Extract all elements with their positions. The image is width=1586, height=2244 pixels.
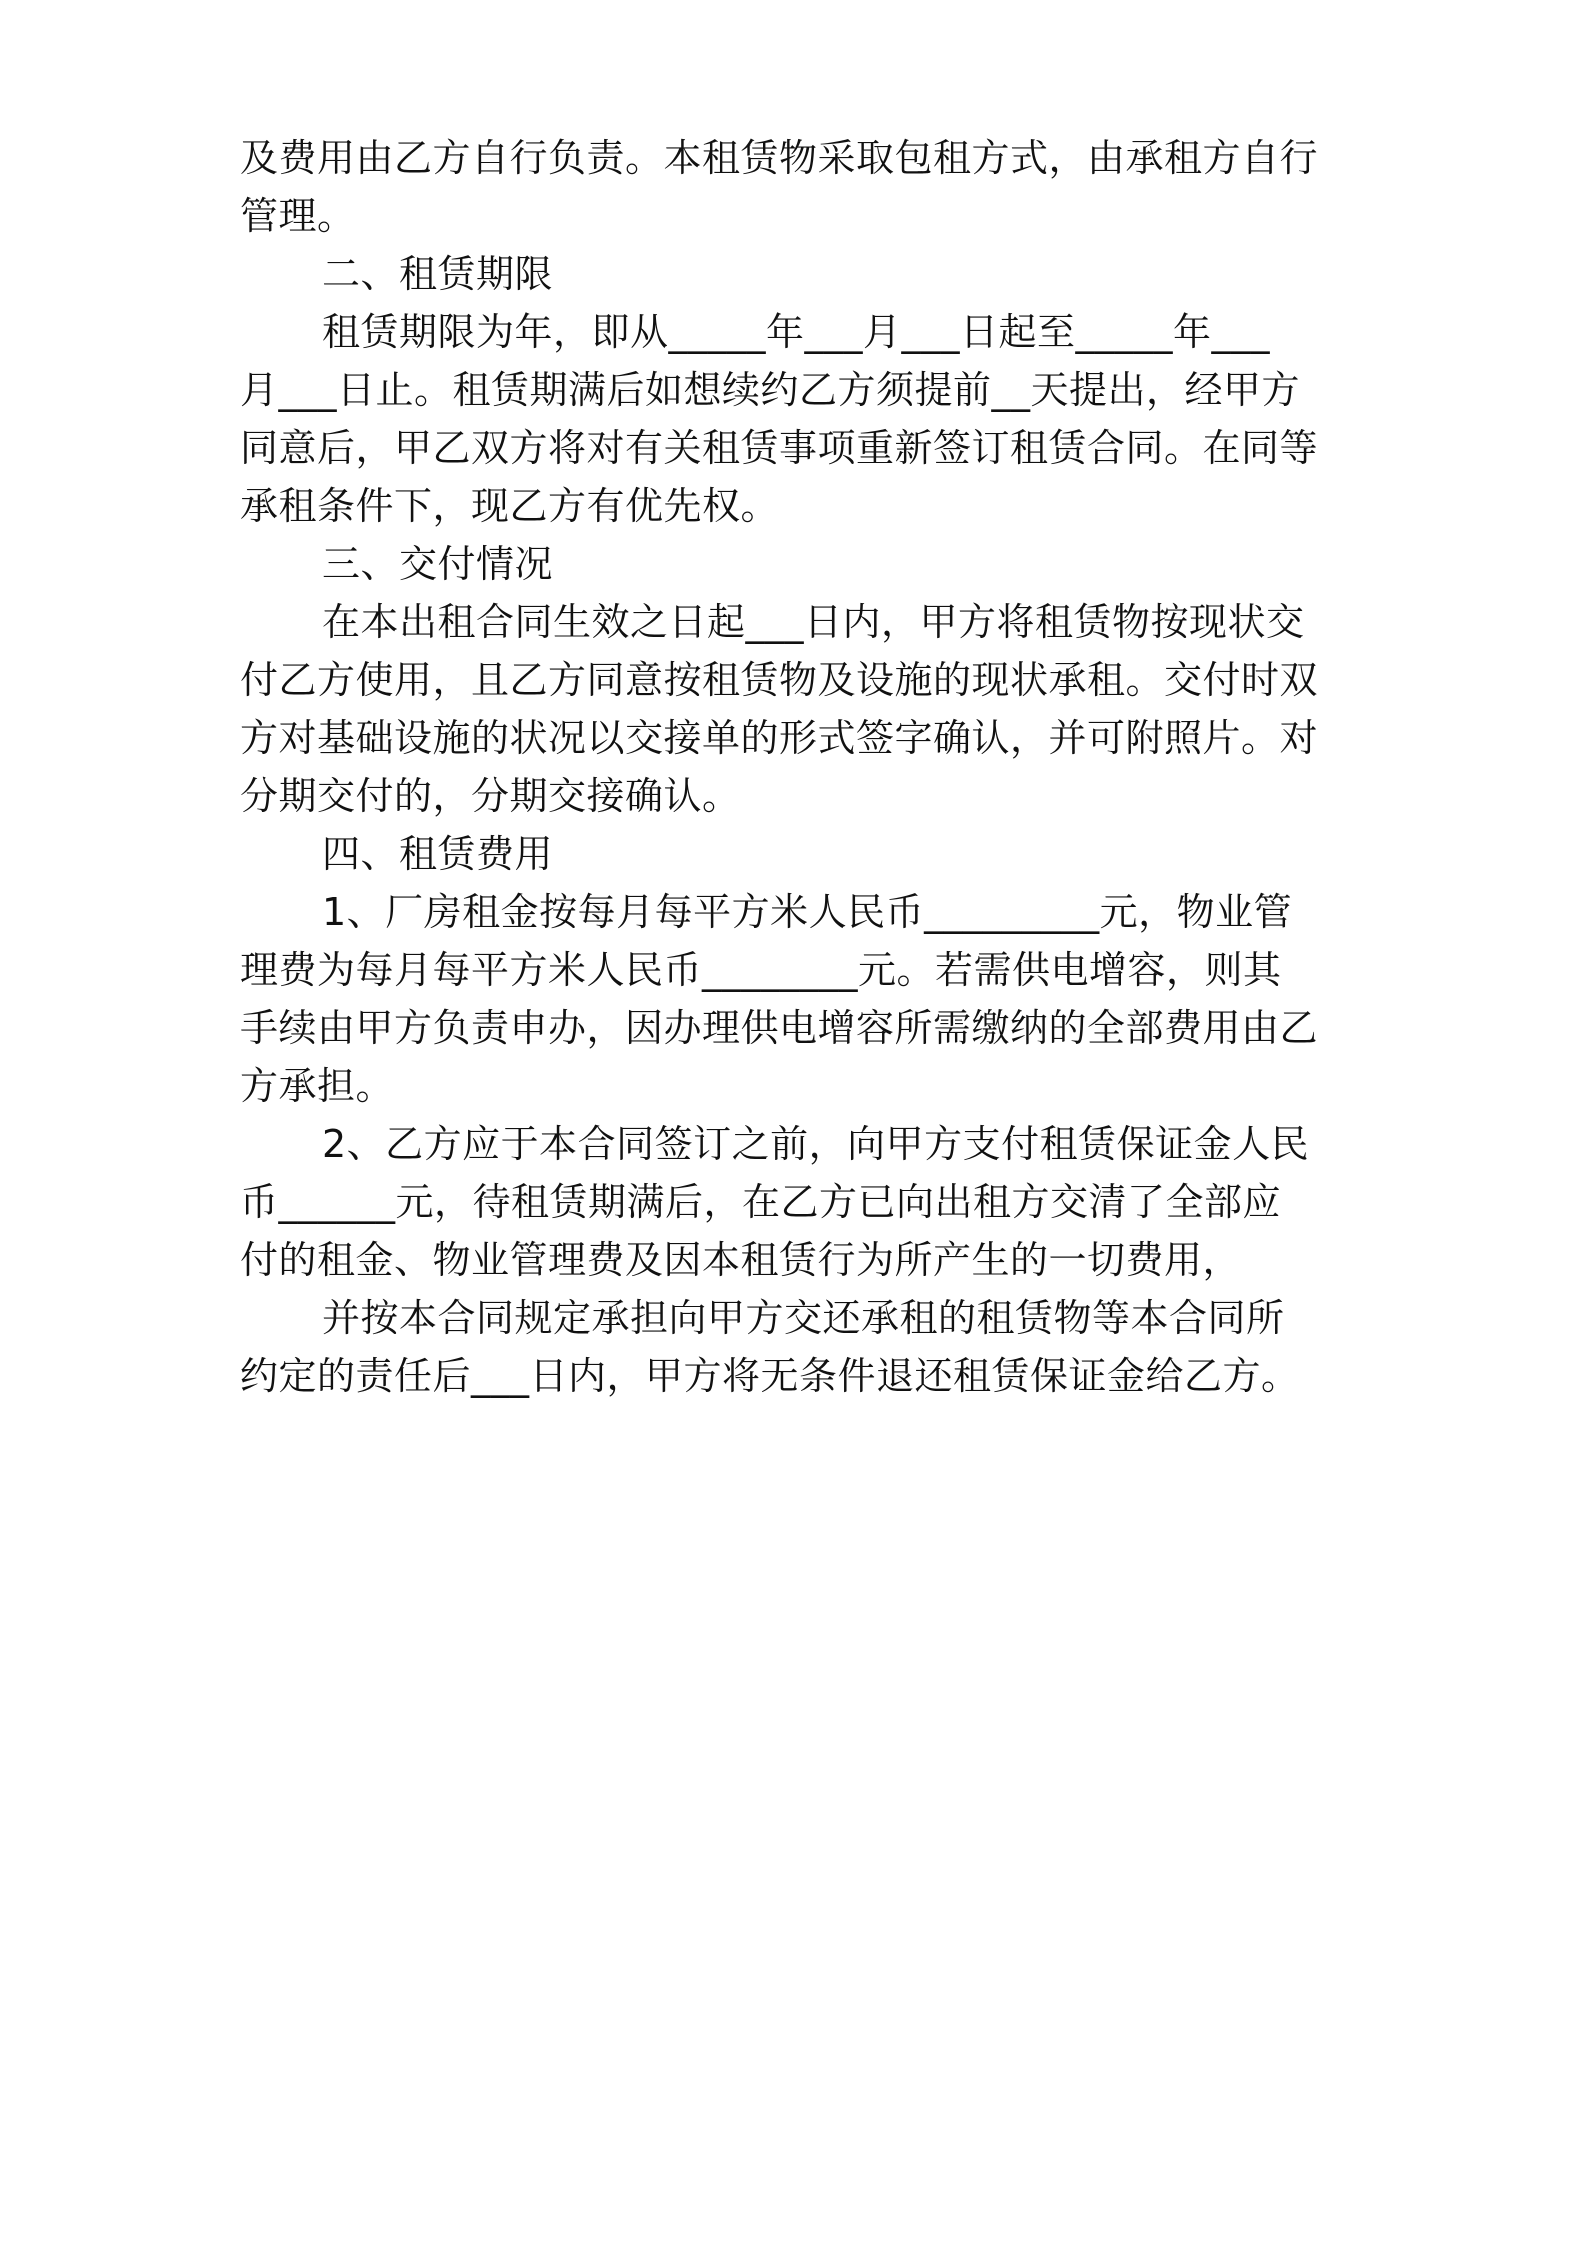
- body-text-line: 租赁期限为年，即从_____年___月___日起至_____年___: [322, 310, 1271, 354]
- body-text-line: 理费为每月每平方米人民币________元。若需供电增容，则其: [240, 948, 1282, 992]
- body-text-line: 方承担。: [240, 1064, 395, 1108]
- body-text-line: 1、厂房租金按每月每平方米人民币_________元，物业管: [322, 890, 1293, 934]
- body-text-line: 在本出租合同生效之日起___日内，甲方将租赁物按现状交: [322, 600, 1305, 644]
- section-heading-lease-fees: 四、租赁费用: [322, 832, 554, 876]
- section-heading-delivery: 三、交付情况: [322, 542, 554, 586]
- section-heading-lease-term: 二、租赁期限: [322, 252, 554, 296]
- body-text-line: 方对基础设施的状况以交接单的形式签字确认，并可附照片。对: [240, 716, 1319, 760]
- body-text-line: 同意后，甲乙双方将对有关租赁事项重新签订租赁合同。在同等: [240, 426, 1319, 470]
- body-text-line: 承租条件下，现乙方有优先权。: [240, 484, 780, 528]
- body-text-line: 币______元，待租赁期满后，在乙方已向出租方交清了全部应: [240, 1180, 1282, 1224]
- body-text-line: 管理。: [240, 194, 356, 238]
- body-text-line: 付的租金、物业管理费及因本租赁行为所产生的一切费用，: [240, 1238, 1242, 1282]
- body-text-line: 手续由甲方负责申办，因办理供电增容所需缴纳的全部费用由乙: [240, 1006, 1319, 1050]
- body-text-line: 及费用由乙方自行负责。本租赁物采取包租方式，由承租方自行: [240, 136, 1319, 180]
- body-text-line: 2、乙方应于本合同签订之前，向甲方支付租赁保证金人民: [322, 1122, 1310, 1166]
- body-text-line: 分期交付的，分期交接确认。: [240, 774, 741, 818]
- body-text-line: 并按本合同规定承担向甲方交还承租的租赁物等本合同所: [322, 1296, 1285, 1340]
- body-text-line: 付乙方使用，且乙方同意按租赁物及设施的现状承租。交付时双: [240, 658, 1319, 702]
- body-text-line: 月___日止。租赁期满后如想续约乙方须提前__天提出，经甲方: [240, 368, 1301, 412]
- body-text-line: 约定的责任后___日内，甲方将无条件退还租赁保证金给乙方。: [240, 1354, 1300, 1398]
